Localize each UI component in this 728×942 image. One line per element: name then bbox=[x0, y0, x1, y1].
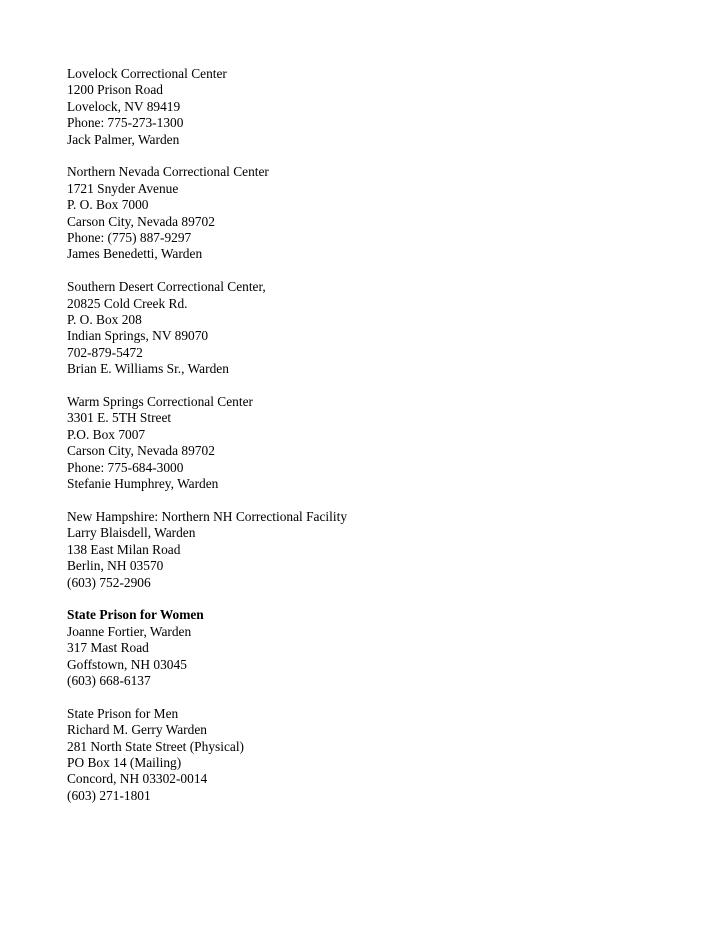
facility-name: New Hampshire: Northern NH Correctional Facility bbox=[67, 508, 348, 524]
phone-number: (603) 668-6137 bbox=[67, 672, 151, 688]
warden-name: Jack Palmer, Warden bbox=[67, 131, 180, 147]
city-state-zip: Concord, NH 03302-0014 bbox=[67, 771, 208, 787]
warden-name: Richard M. Gerry Warden bbox=[67, 722, 207, 738]
facility-entry-lovelock bbox=[67, 66, 687, 148]
street-address: 1721 Snyder Avenue bbox=[67, 180, 179, 196]
document-page bbox=[67, 66, 687, 821]
street-address: 317 Mast Road bbox=[67, 640, 149, 656]
warden-name: Stefanie Humphrey, Warden bbox=[67, 476, 219, 492]
warden-name: Joanne Fortier, Warden bbox=[67, 623, 192, 639]
po-box: P. O. Box 208 bbox=[67, 312, 142, 328]
city-state-zip: Carson City, Nevada 89702 bbox=[67, 213, 215, 229]
phone-number: (603) 271-1801 bbox=[67, 787, 151, 803]
street-address: 281 North State Street (Physical) bbox=[67, 738, 245, 754]
warden-name: Larry Blaisdell, Warden bbox=[67, 525, 196, 541]
phone-number: Phone: 775-273-1300 bbox=[67, 115, 184, 131]
facility-name: Southern Desert Correctional Center, bbox=[67, 279, 266, 295]
facility-entry-northern-nh bbox=[67, 509, 687, 591]
facility-entry-warm-springs bbox=[67, 394, 687, 492]
phone-number: 702-879-5472 bbox=[67, 344, 143, 360]
facility-name: Warm Springs Correctional Center bbox=[67, 394, 253, 410]
street-address: 1200 Prison Road bbox=[67, 82, 163, 98]
po-box: P. O. Box 7000 bbox=[67, 197, 149, 213]
city-state-zip: Berlin, NH 03570 bbox=[67, 558, 164, 574]
facility-entry-southern-desert bbox=[67, 279, 687, 377]
city-state-zip: Lovelock, NV 89419 bbox=[67, 98, 181, 114]
city-state-zip: Indian Springs, NV 89070 bbox=[67, 328, 209, 344]
phone-number: (603) 752-2906 bbox=[67, 574, 151, 590]
city-state-zip: Goffstown, NH 03045 bbox=[67, 656, 187, 672]
po-box: PO Box 14 (Mailing) bbox=[67, 754, 182, 770]
phone-number: Phone: 775-684-3000 bbox=[67, 459, 184, 475]
po-box: P.O. Box 7007 bbox=[67, 426, 146, 442]
facility-entry-state-prison-men bbox=[67, 706, 687, 804]
facility-entry-state-prison-women bbox=[67, 607, 687, 689]
facility-entry-northern-nevada bbox=[67, 164, 687, 262]
street-address: 20825 Cold Creek Rd. bbox=[67, 295, 188, 311]
facility-name: Lovelock Correctional Center bbox=[67, 66, 227, 81]
facility-name: Northern Nevada Correctional Center bbox=[67, 164, 269, 180]
warden-name: Brian E. Williams Sr., Warden bbox=[67, 361, 229, 377]
facility-name: State Prison for Women bbox=[67, 607, 204, 623]
street-address: 3301 E. 5TH Street bbox=[67, 410, 172, 426]
facility-name: State Prison for Men bbox=[67, 705, 179, 721]
warden-name: James Benedetti, Warden bbox=[67, 246, 203, 262]
phone-number: Phone: (775) 887-9297 bbox=[67, 230, 192, 246]
city-state-zip: Carson City, Nevada 89702 bbox=[67, 443, 215, 459]
street-address: 138 East Milan Road bbox=[67, 541, 181, 557]
